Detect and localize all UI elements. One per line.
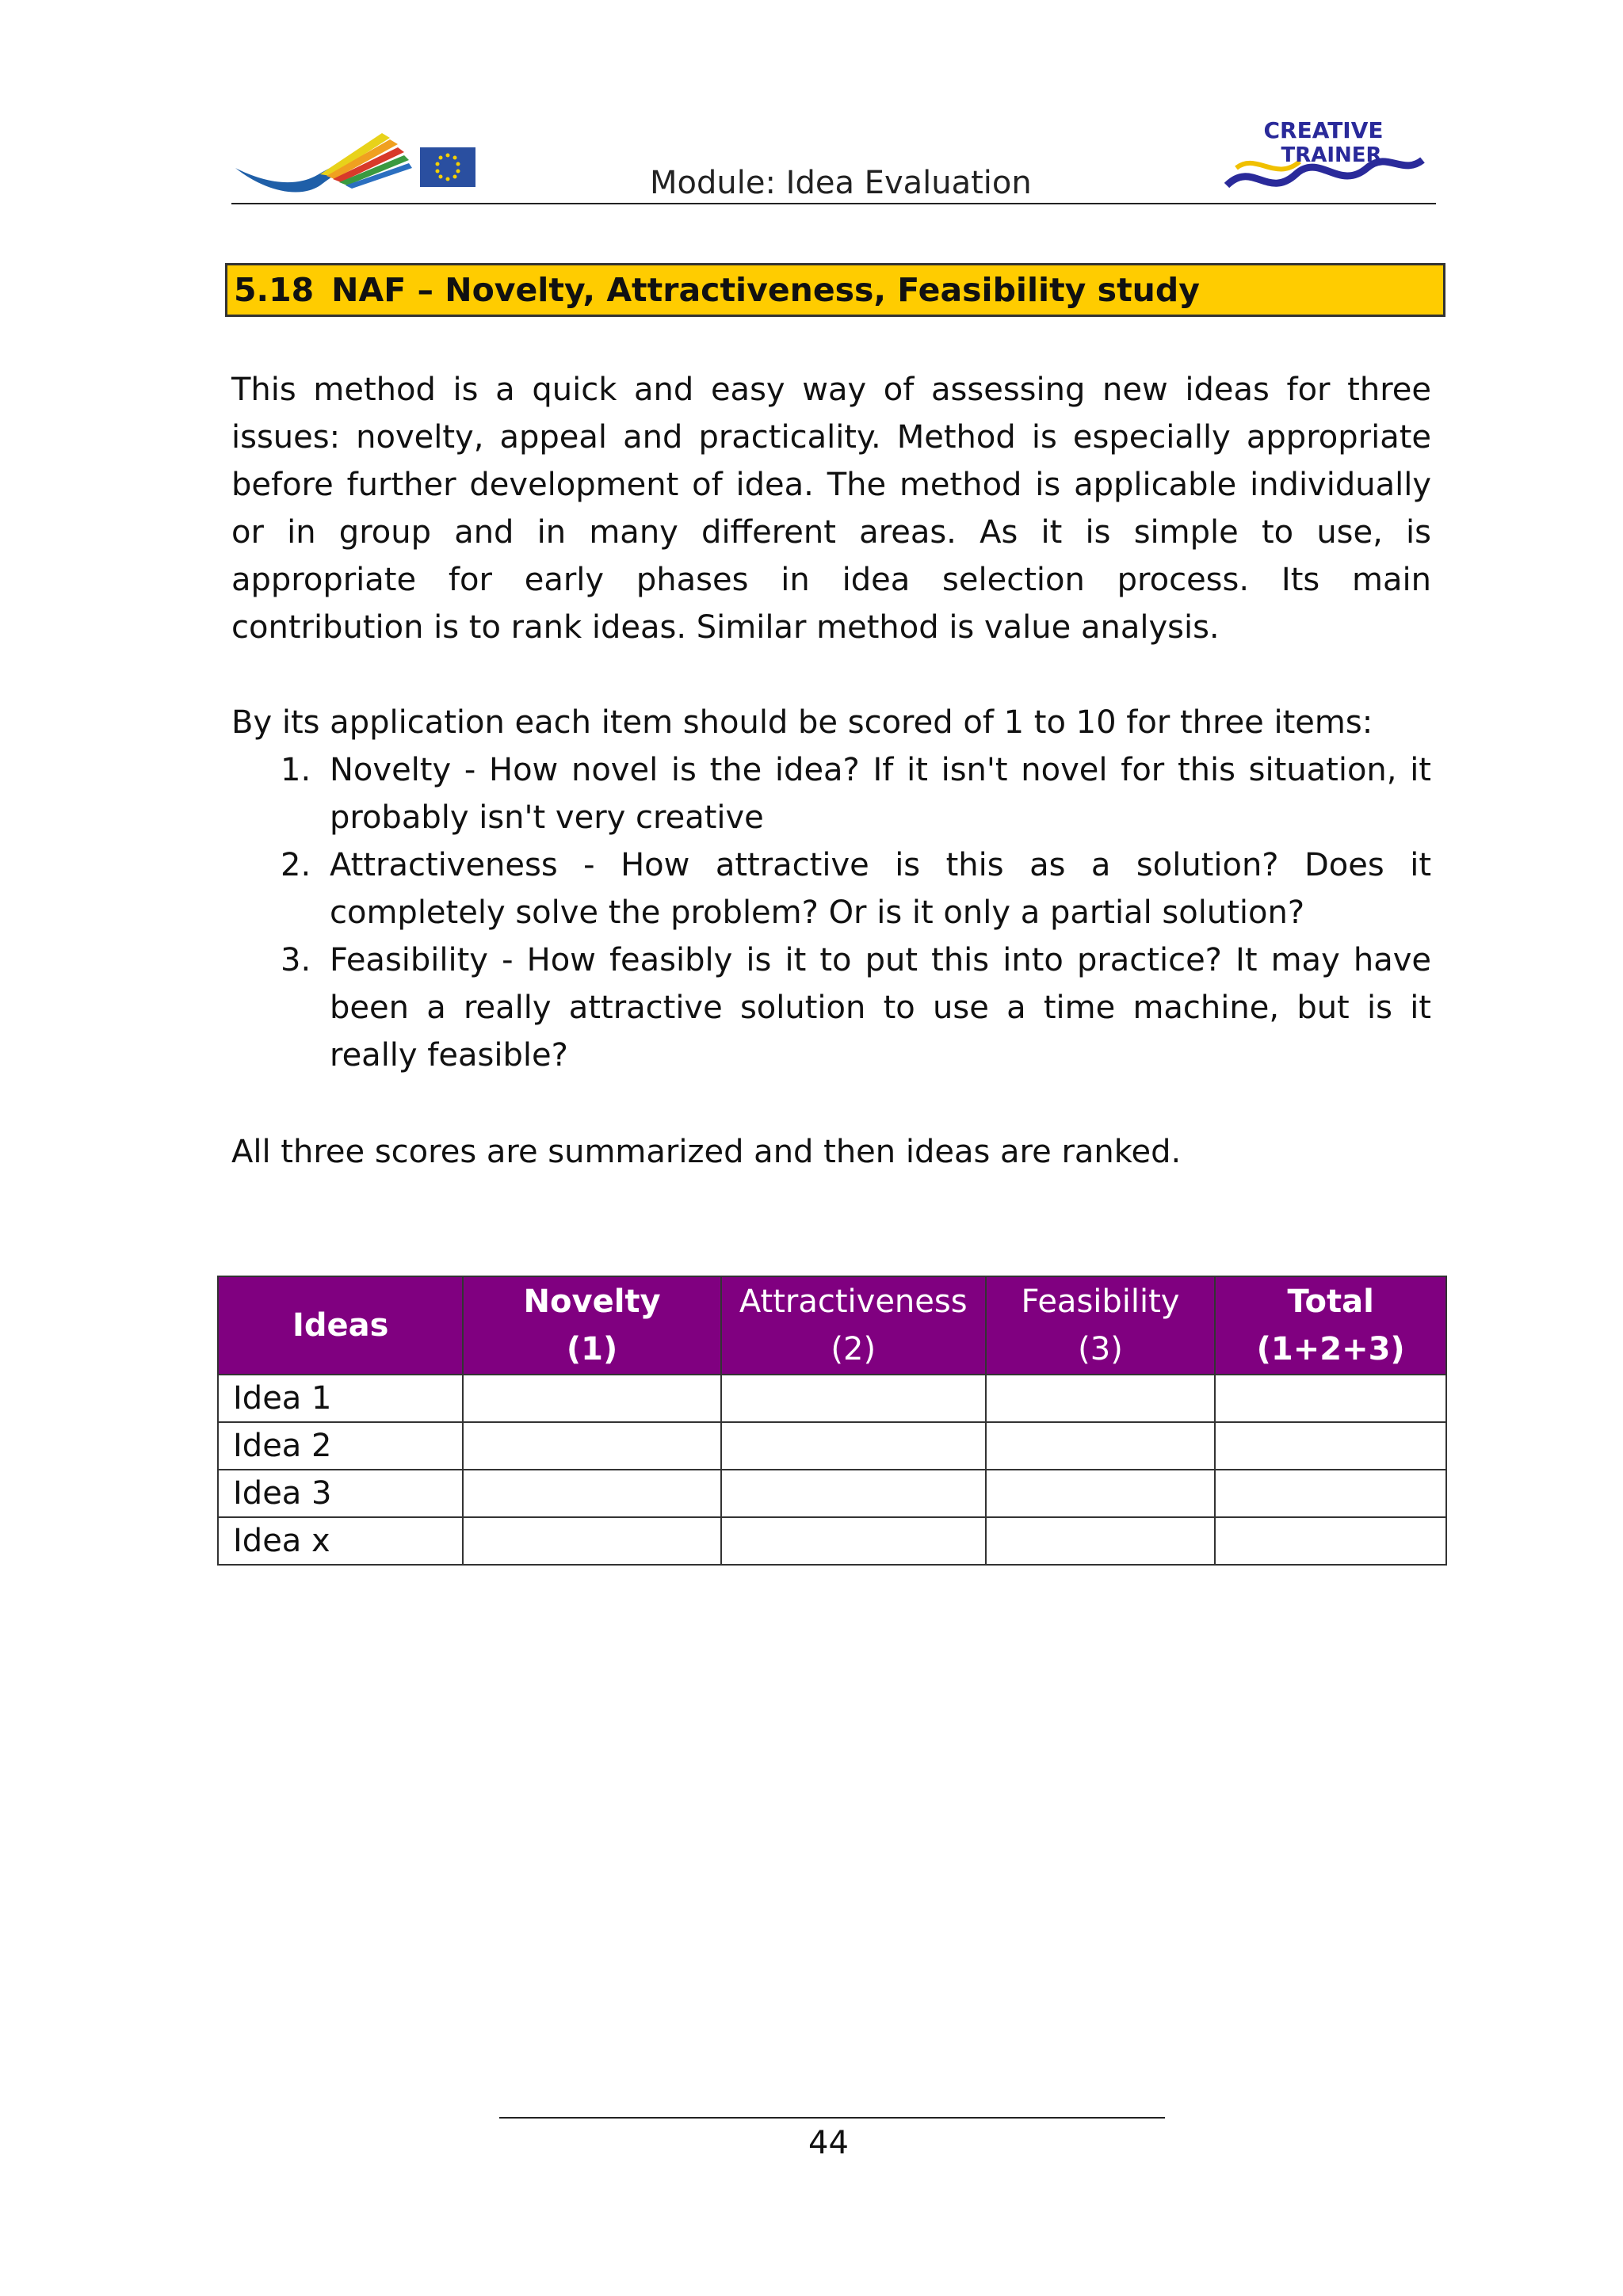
total-cell [1215, 1517, 1446, 1565]
footer-divider [499, 2117, 1165, 2119]
idea-label: Idea x [218, 1517, 463, 1565]
total-cell [1215, 1375, 1446, 1422]
idea-scoring-table [217, 1276, 1447, 1566]
section-number: 5.18 [234, 271, 315, 309]
list-marker: 1. [281, 752, 311, 788]
summary-paragraph: All three scores are summarized and then ideas are ranked. [231, 1134, 1182, 1170]
list-marker: 2. [281, 847, 311, 883]
table-row [218, 1517, 1446, 1565]
leonardo-programme-logo [231, 127, 414, 203]
section-heading [225, 263, 1445, 317]
logo-text-creative: CREATIVE [1263, 117, 1384, 143]
header-divider [231, 203, 1436, 204]
idea-label: Idea 2 [218, 1422, 463, 1470]
list-item [231, 841, 1431, 936]
logo-text-trainer: TRAINER [1281, 143, 1382, 167]
section-title: NAF – Novelty, Attractiveness, Feasibility study [331, 271, 1200, 309]
header-total: Total (1+2+3) [1215, 1276, 1446, 1375]
attractiveness-cell [721, 1375, 986, 1422]
idea-label: Idea 3 [218, 1470, 463, 1517]
header-ideas: Ideas [218, 1276, 463, 1375]
feasibility-cell [986, 1470, 1216, 1517]
scoring-intro: By its application each item should be scored of 1 to 10 for three items: [231, 704, 1373, 741]
novelty-cell [463, 1470, 720, 1517]
table-row [218, 1422, 1446, 1470]
page-number: 44 [808, 2125, 849, 2161]
total-cell [1215, 1422, 1446, 1470]
list-marker: 3. [281, 942, 311, 978]
creative-trainer-logo [1220, 113, 1426, 198]
table-row [218, 1375, 1446, 1422]
list-item-text: Attractiveness - How attractive is this as a solution? Does it completely solve the problem? Or is it only a partial solution? [330, 847, 1431, 931]
attractiveness-cell [721, 1517, 986, 1565]
criteria-list [231, 746, 1431, 1079]
novelty-cell [463, 1422, 720, 1470]
list-item-text: Feasibility - How feasibly is it to put this into practice? It may have been a really attractive solution to use a time machine, but is it really feasible? [330, 942, 1431, 1074]
module-title: Module: Idea Evaluation [650, 165, 1032, 201]
list-item [231, 746, 1431, 841]
attractiveness-cell [721, 1470, 986, 1517]
table-row [218, 1470, 1446, 1517]
feasibility-cell [986, 1375, 1216, 1422]
novelty-cell [463, 1375, 720, 1422]
novelty-cell [463, 1517, 720, 1565]
header-feasibility: Feasibility (3) [986, 1276, 1216, 1375]
idea-label: Idea 1 [218, 1375, 463, 1422]
feasibility-cell [986, 1517, 1216, 1565]
feasibility-cell [986, 1422, 1216, 1470]
eu-flag-icon [420, 147, 475, 187]
table-header-row [218, 1276, 1446, 1375]
attractiveness-cell [721, 1422, 986, 1470]
header-attractiveness: Attractiveness (2) [721, 1276, 986, 1375]
list-item [231, 936, 1431, 1079]
total-cell [1215, 1470, 1446, 1517]
list-item-text: Novelty - How novel is the idea? If it isn't novel for this situation, it probably isn't very creative [330, 752, 1431, 836]
intro-paragraph: This method is a quick and easy way of assessing new ideas for three issues: novelty, appeal and practicality. Method is especially appropriate before further development of idea. The method is applicable individually or in group and in many different areas. As it is simple to use, is appropriate for early phases in idea selection process. Its main contribution is to rank ideas. Similar method is value analysis. [231, 372, 1431, 646]
header-novelty: Novelty (1) [463, 1276, 720, 1375]
